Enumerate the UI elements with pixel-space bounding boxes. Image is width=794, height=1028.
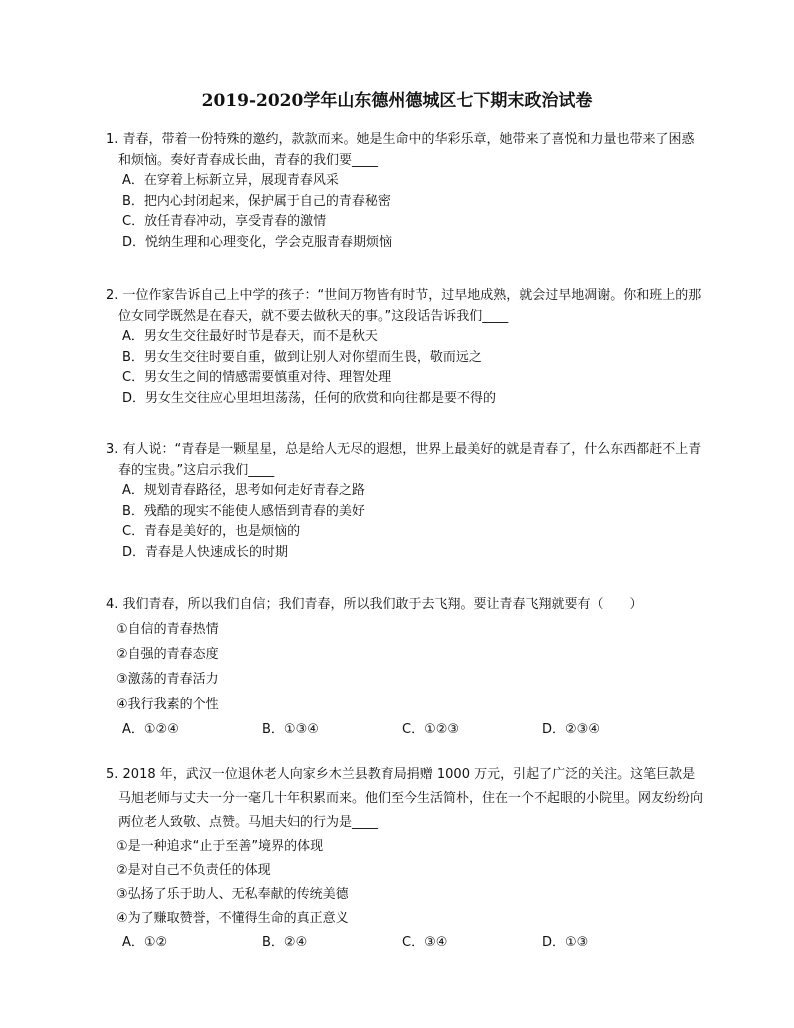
statement-item: ④为了赚取赞誉，不懂得生命的真正意义 bbox=[116, 911, 349, 926]
question-stem: 4. 我们青春，所以我们自信；我们青春，所以我们敢于去飞翔。要让青春飞翔就要有（ ） bbox=[106, 597, 643, 612]
option-a: A．男女生交往最好时节是春天，而不是秋天 bbox=[122, 329, 378, 344]
statement-item: ①自信的青春热情 bbox=[116, 622, 219, 637]
choice-b: B．①③④ bbox=[262, 722, 319, 737]
statement-item: ③激荡的青春活力 bbox=[116, 672, 219, 687]
choice-c: C．③④ bbox=[402, 935, 448, 950]
statement-item: ③弘扬了乐于助人、无私奉献的传统美德 bbox=[116, 887, 349, 902]
option-c: C．男女生之间的情感需要慎重对待、理智处理 bbox=[122, 370, 392, 385]
question-4 bbox=[106, 592, 706, 742]
question-2 bbox=[106, 286, 706, 409]
statement-item: ④我行我素的个性 bbox=[116, 697, 219, 712]
statement-item: ②自强的青春态度 bbox=[116, 647, 219, 662]
option-a: A．规划青春路径，思考如何走好青春之路 bbox=[122, 483, 365, 498]
choice-a: A．①②④ bbox=[122, 722, 179, 737]
choice-row bbox=[106, 931, 706, 955]
question-5 bbox=[106, 763, 706, 955]
option-c: C．青春是美好的，也是烦恼的 bbox=[122, 524, 301, 539]
option-d: D．男女生交往应心里坦坦荡荡，任何的欣赏和向往都是要不得的 bbox=[122, 390, 497, 406]
page-title: 2019-2020学年山东德州德城区七下期末政治试卷 bbox=[201, 91, 593, 111]
question-stem: 1. 青春，带着一份特殊的邀约，款款而来。她是生命中的华彩乐章，她带来了喜悦和力量也带来了困惑和烦恼。奏好青春成长曲，青春的我们要____ bbox=[106, 132, 695, 168]
option-d: D．悦纳生理和心理变化，学会克服青春期烦恼 bbox=[122, 234, 393, 250]
option-b: B．残酷的现实不能使人感悟到青春的美好 bbox=[122, 503, 365, 519]
choice-d: D．①③ bbox=[542, 935, 589, 950]
question-stem: 5. 2018 年，武汉一位退休老人向家乡木兰县教育局捐赠 1000 万元，引起了广泛的关注。这笔巨款是马旭老师与丈夫一分一毫几十年积累而来。他们至今生活简朴，住在一个不起眼的小院里。网友纷纷向两位老人致敬、点赞。马旭夫妇的行为是____ bbox=[106, 767, 704, 830]
choice-row bbox=[106, 717, 706, 742]
question-stem: 2. 一位作家告诉自己上中学的孩子：“世间万物皆有时节，过早地成熟，就会过早地凋谢。你和班上的那位女同学既然是在春天，就不要去做秋天的事。”这段话告诉我们____ bbox=[106, 288, 702, 324]
question-1 bbox=[106, 130, 706, 253]
choice-c: C．①②③ bbox=[402, 722, 460, 737]
option-c: C．放任青春冲动，享受青春的激情 bbox=[122, 214, 327, 229]
statement-item: ②是对自己不负责任的体现 bbox=[116, 863, 271, 878]
question-3 bbox=[106, 440, 706, 563]
option-d: D．青春是人快速成长的时期 bbox=[122, 544, 289, 560]
statement-item: ①是一种追求“止于至善”境界的体现 bbox=[116, 839, 324, 854]
option-b: B．把内心封闭起来，保护属于自己的青春秘密 bbox=[122, 193, 391, 209]
question-stem: 3. 有人说：“青春是一颗星星，总是给人无尽的遐想，世界上最美好的就是青春了，什么东西都赶不上青春的宝贵。”这启示我们____ bbox=[106, 442, 702, 478]
choice-d: D．②③④ bbox=[542, 722, 600, 737]
option-a: A．在穿着上标新立异，展现青春风采 bbox=[122, 173, 339, 188]
choice-a: A．①② bbox=[122, 935, 168, 950]
option-b: B．男女生交往时要自重，做到让别人对你望而生畏，敬而远之 bbox=[122, 349, 482, 365]
choice-b: B．②④ bbox=[262, 935, 308, 950]
